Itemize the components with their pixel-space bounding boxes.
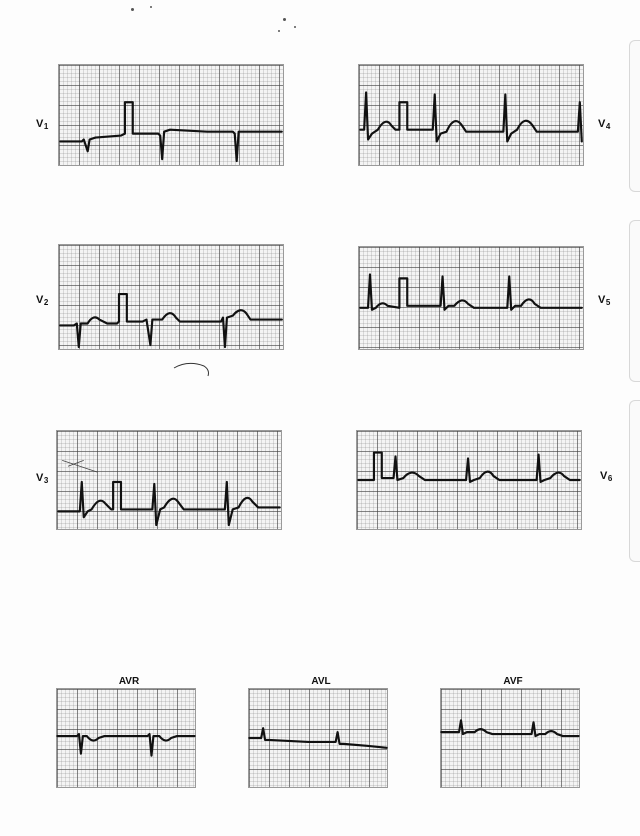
trace-v1: [59, 65, 283, 165]
strip-v3: [56, 430, 282, 530]
trace-v3: [57, 431, 281, 529]
lead-label-v6: V6: [600, 470, 613, 483]
trace-avf: [441, 689, 579, 787]
lead-label-avf: AVF: [503, 676, 523, 687]
strip-avr: [56, 688, 196, 788]
trace-v6: [357, 431, 581, 529]
lead-label-v5: V5: [598, 294, 611, 307]
lead-label-v4: V4: [598, 118, 611, 131]
paper-speck: [278, 30, 280, 32]
lead-label-avl: AVL: [311, 676, 331, 687]
lead-label-v3: V3: [36, 472, 49, 485]
index-tab: [629, 220, 640, 382]
strip-avf: [440, 688, 580, 788]
paper-speck: [294, 26, 296, 28]
paper-speck: [283, 18, 286, 21]
trace-avr: [57, 689, 195, 787]
trace-v2: [59, 245, 283, 349]
pen-scribble: [170, 358, 220, 382]
strip-v2: [58, 244, 284, 350]
strip-v6: [356, 430, 582, 530]
strip-avl: [248, 688, 388, 788]
strip-v4: [358, 64, 584, 166]
strip-v1: [58, 64, 284, 166]
lead-label-v1: V1: [36, 118, 49, 131]
paper-speck: [131, 8, 134, 11]
paper-speck: [150, 6, 152, 8]
lead-label-avr: AVR: [118, 676, 140, 687]
trace-v5: [359, 247, 583, 349]
trace-v4: [359, 65, 583, 165]
strip-v5: [358, 246, 584, 350]
index-tab: [629, 400, 640, 562]
lead-label-v2: V2: [36, 294, 49, 307]
trace-avl: [249, 689, 387, 787]
index-tab: [629, 40, 640, 192]
